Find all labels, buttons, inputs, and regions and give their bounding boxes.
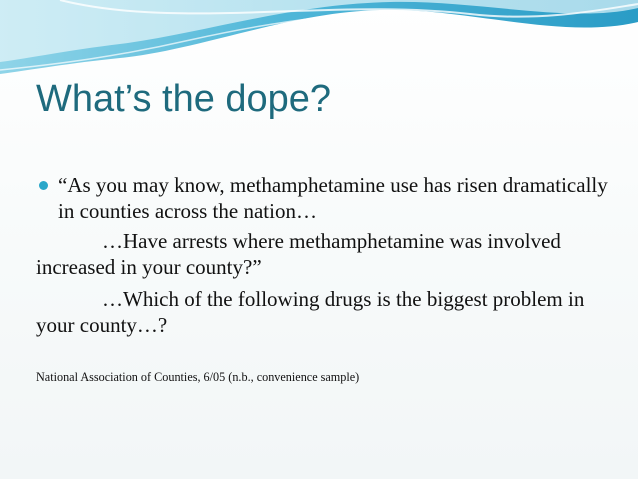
bullet-text: “As you may know, methamphetamine use has risen dramatically in counties across the nation… xyxy=(58,173,608,223)
circle-bullet-icon xyxy=(38,180,49,191)
slide-title: What’s the dope? xyxy=(36,78,332,120)
citation-text: National Association of Counties, 6/05 (n.b., convenience sample) xyxy=(36,370,360,384)
slide-body xyxy=(36,172,616,338)
bullet-item xyxy=(36,172,616,224)
question-paragraph-2: …Which of the following drugs is the biggest problem in your county…? xyxy=(36,287,585,337)
question-paragraph-1: …Have arrests where methamphetamine was involved increased in your county?” xyxy=(36,229,561,279)
header-wave-decoration xyxy=(0,0,638,80)
